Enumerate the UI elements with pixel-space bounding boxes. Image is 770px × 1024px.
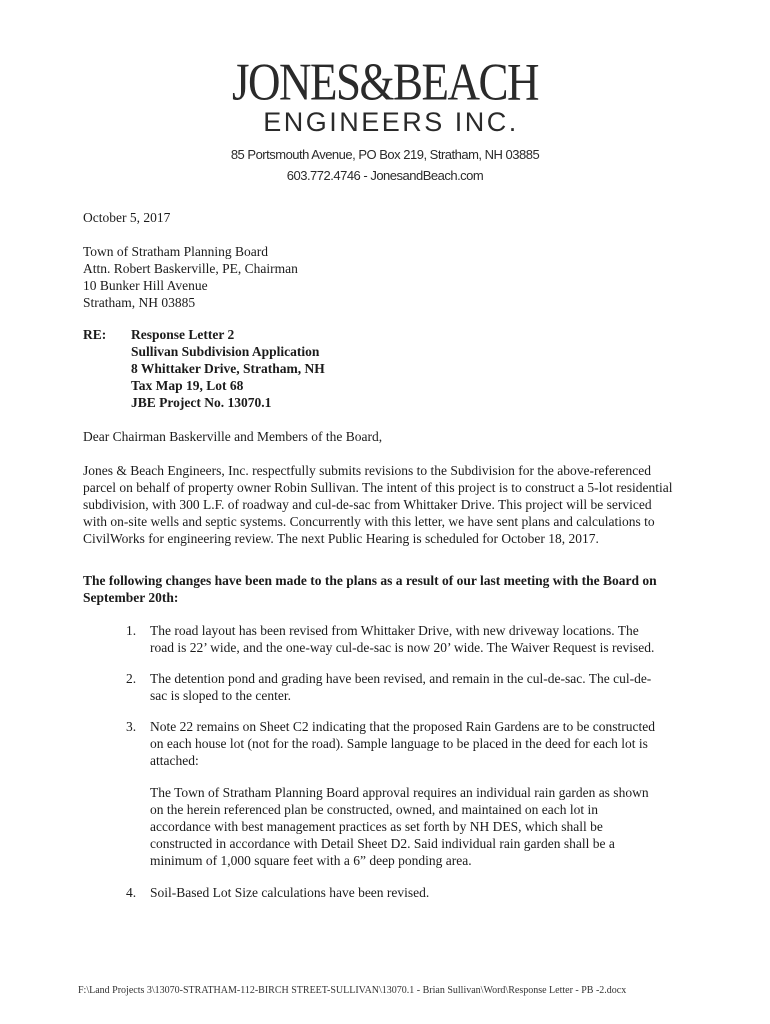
recipient-line-3: 10 Bunker Hill Avenue [83,278,208,293]
recipient-line-1: Town of Stratham Planning Board [83,244,269,259]
company-logo-subtitle: ENGINEERS INC. [263,107,519,137]
re-line-5: JBE Project No. 13070.1 [131,395,272,410]
item-number-4: 4. [126,885,137,900]
item-text-4: Soil-Based Lot Size calculations have been revised. [150,885,430,900]
intro-paragraph: Jones & Beach Engineers, Inc. respectfully submits revisions to the Subdivision for the above-referenced parcel on behalf of property owner Robin Sullivan. The intent of this project is to construct a 5-lot residential subdivision, with 300 L.F. of roadway and cul-de-sac from Whittaker Drive. This project will be serviced with on-site wells and septic systems. Concurrently with this letter, we have sent plans and calculations to CivilWorks for engineering review. The next Public Hearing is scheduled for October 18, 2017. [83,463,673,546]
item-text-3: Note 22 remains on Sheet C2 indicating that the proposed Rain Gardens are to be constructed on each house lot (not for the road). Sample language to be placed in the deed for each lot is attached: [150,719,655,768]
recipient-line-4: Stratham, NH 03885 [83,295,196,310]
item-text-2: The detention pond and grading have been revised, and remain in the cul-de-sac. The cul-de-sac is sloped to the center. [150,671,652,703]
recipient-line-2: Attn. Robert Baskerville, PE, Chairman [83,261,298,276]
re-line-2: Sullivan Subdivision Application [131,344,320,359]
item-number-1: 1. [126,623,137,638]
item-text-1: The road layout has been revised from Whittaker Drive, with new driveway locations. The road is 22’ wide, and the one-way cul-de-sac is now 20’ wide. The Waiver Request is revised. [150,623,655,655]
item-number-3: 3. [126,719,137,734]
company-logo-wordmark: JONES&BEACH [231,52,539,112]
salutation: Dear Chairman Baskerville and Members of the Board, [83,429,383,444]
deed-language-quote: The Town of Stratham Planning Board approval requires an individual rain garden as shown on the herein referenced plan be constructed, owned, and maintained on each lot in accordance with best management practices as set forth by NH DES, which shall be constructed in accordance with Detail Sheet D2. Said individual rain garden shall be a minimum of 1,000 square feet with a 6” deep ponding area. [150,785,649,868]
changes-heading: The following changes have been made to the plans as a result of our last meeting with the Board on September 20th: [83,573,657,605]
re-line-3: 8 Whittaker Drive, Stratham, NH [131,361,325,376]
letter-date: October 5, 2017 [83,210,171,225]
company-address: 85 Portsmouth Avenue, PO Box 219, Stratham, NH 03885 [230,147,540,162]
re-label: RE: [83,327,107,342]
item-number-2: 2. [126,671,137,686]
footer-file-path: F:\Land Projects 3\13070-STRATHAM-112-BIRCH STREET-SULLIVAN\13070.1 - Brian Sullivan\Word\Response Letter - PB -2.docx [78,985,627,996]
re-line-1: Response Letter 2 [131,327,235,342]
company-contact: 603.772.4746 - JonesandBeach.com [286,168,484,183]
re-line-4: Tax Map 19, Lot 68 [131,378,244,393]
